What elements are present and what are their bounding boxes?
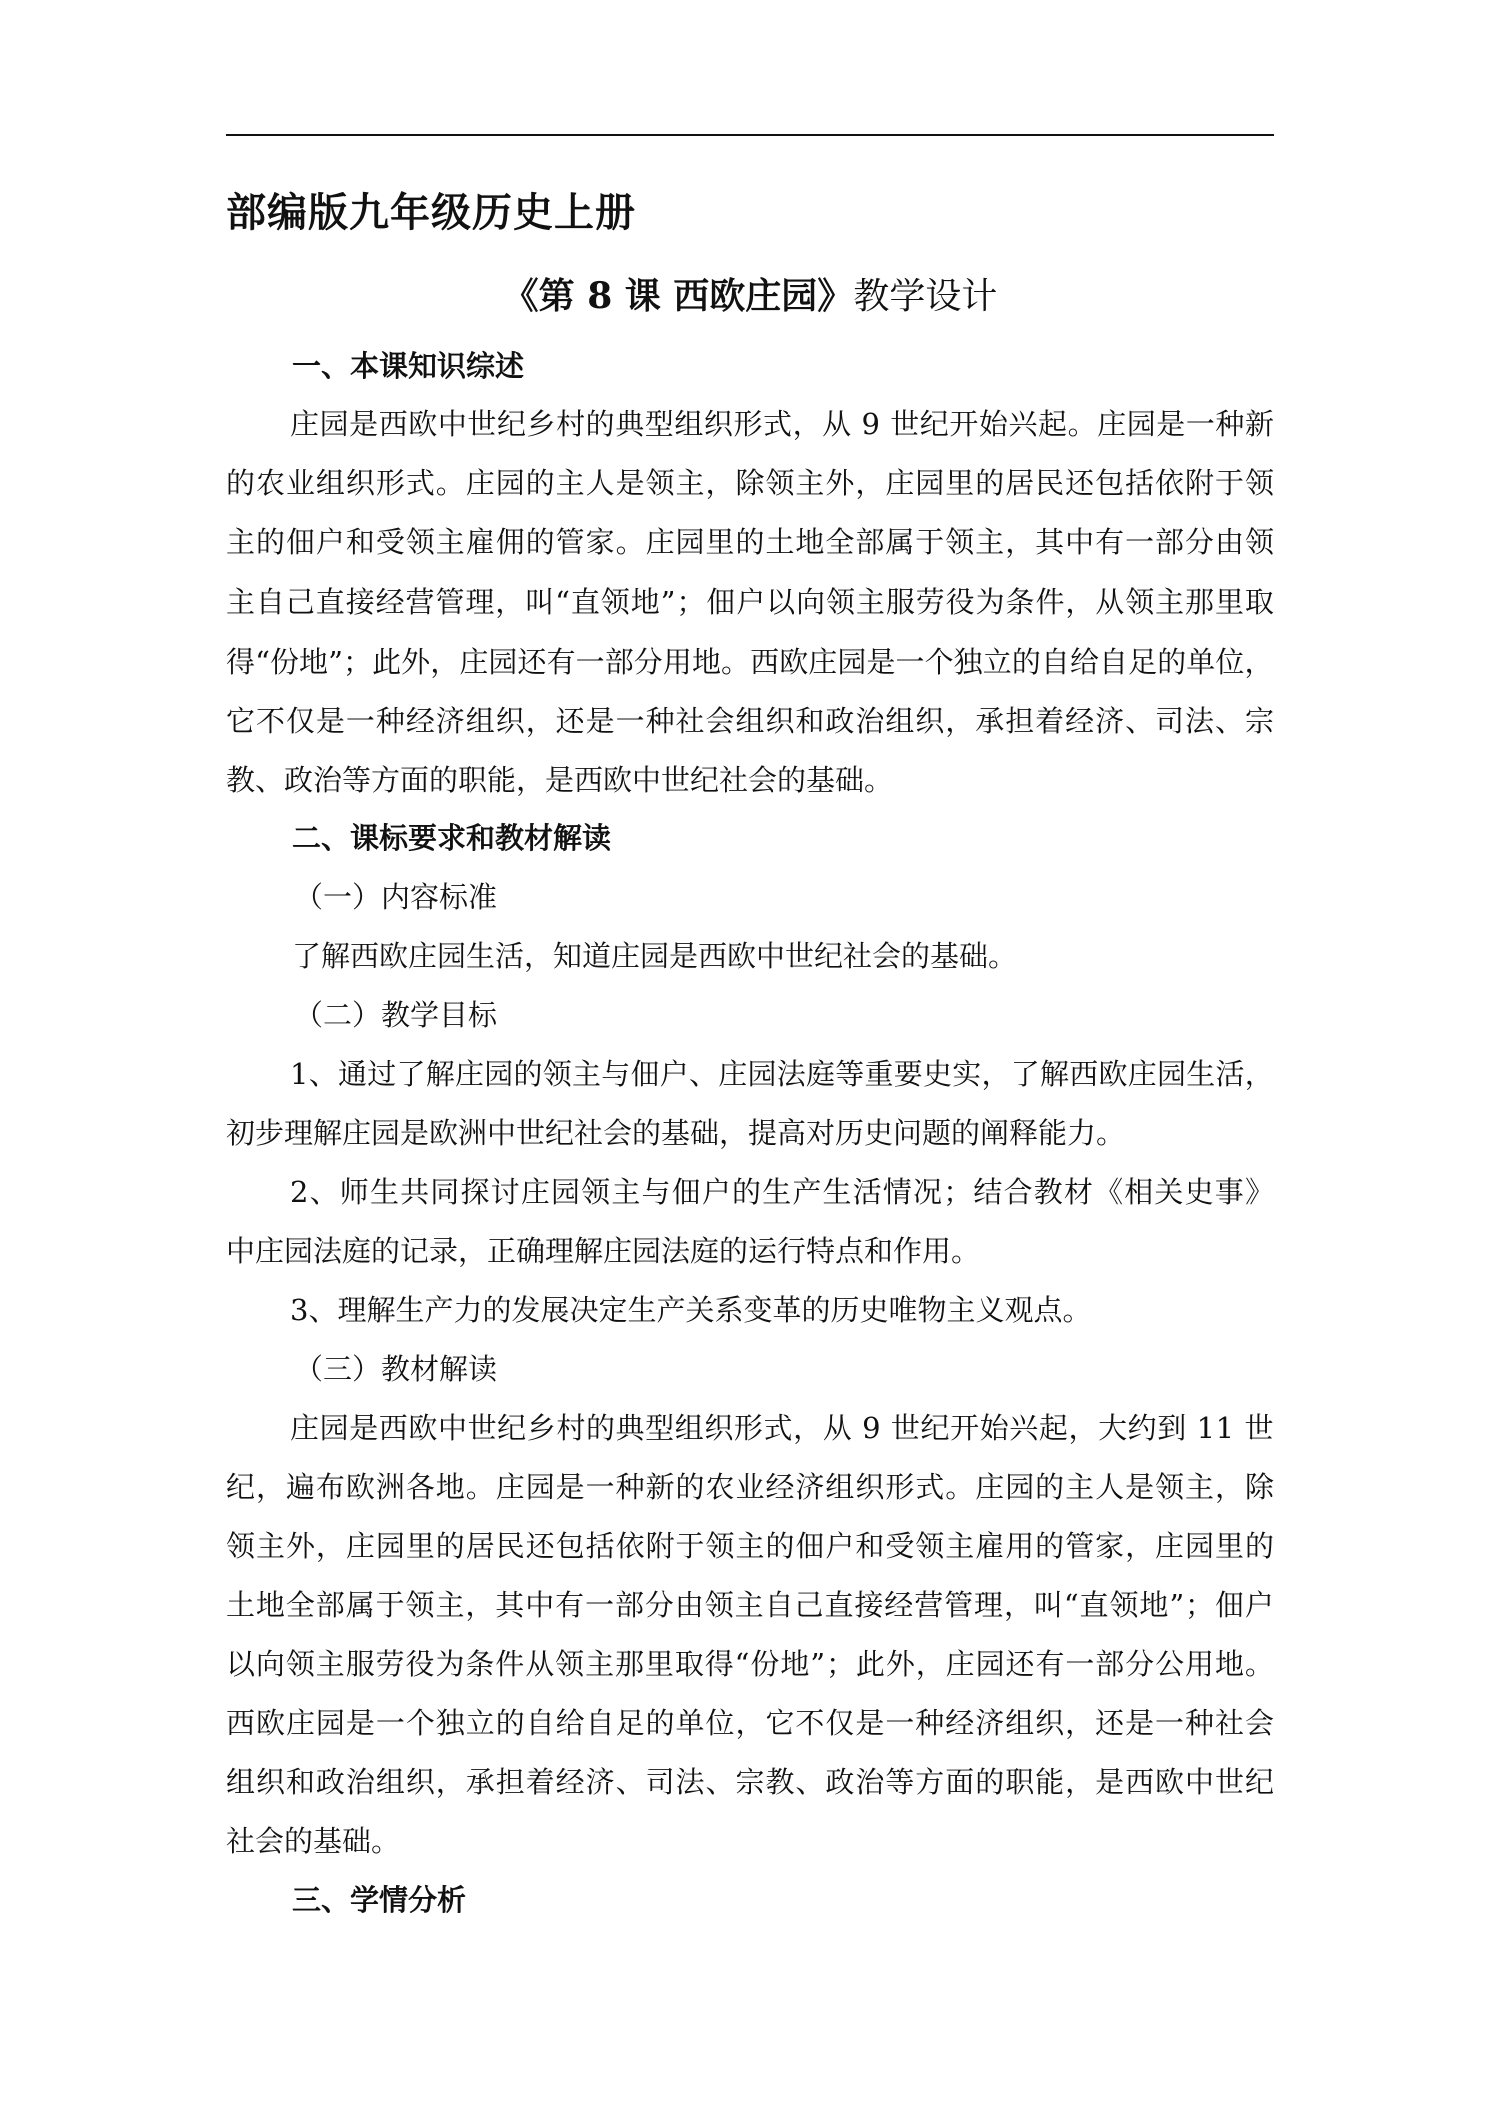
subheading-textbook-reading: （三）教材解读: [294, 1352, 498, 1386]
paragraph-line: 它 不 仅 是 一 种 经 济 组 织 ， 还 是 一 种 社 会 组 织 和 政 治 组 织 ， 承 担 着 经 济 、 司 法 、 宗: [226, 704, 1274, 738]
reading-line: 以 向 领 主 服 劳 役 为 条 件 从 领 主 那 里 取 得 “ 份 地 ” ； 此 外 ， 庄 园 还 有 一 部 分 公 用 地 。: [226, 1647, 1274, 1681]
section-heading-student-analysis: 三、学情分析: [292, 1883, 467, 1917]
paragraph-line: 得 “ 份 地 ” ； 此 外 ， 庄 园 还 有 一 部 分 用 地 。 西 欧 庄 园 是 一 个 独 立 的 自 给 自 足 的 单 位 ，: [226, 645, 1274, 679]
reading-line: 土 地 全 部 属 于 领 主 ， 其 中 有 一 部 分 由 领 主 自 己 直 接 经 营 管 理 ， 叫 “ 直 领 地 ” ； 佃 户: [226, 1588, 1274, 1622]
paragraph-line: 的 农 业 组 织 形 式 。 庄 园 的 主 人 是 领 主 ， 除 领 主 外 ， 庄 园 里 的 居 民 还 包 括 依 附 于 领: [226, 466, 1274, 500]
document-page: [226, 0, 1274, 2104]
header-rule: [226, 134, 1274, 136]
paragraph-line: 主 自 己 直 接 经 营 管 理 ， 叫 “ 直 领 地 ” ； 佃 户 以 向 领 主 服 劳 役 为 条 件 ， 从 领 主 那 里 取: [226, 585, 1274, 619]
document-title: 部编版九年级历史上册: [226, 190, 636, 236]
goal-line: 初步理解庄园是欧洲中世纪社会的基础，提高对历史问题的阐释能力。: [226, 1116, 1126, 1150]
paragraph-line: 庄 园 是 西 欧 中 世 纪 乡 村 的 典 型 组 织 形 式 ， 从 9 世 纪 开 始 兴 起 。 庄 园 是 一 种 新: [290, 407, 1274, 441]
paragraph-line: 教、政治等方面的职能，是西欧中世纪社会的基础。: [226, 763, 894, 797]
lesson-title: [226, 270, 1274, 323]
reading-line: 西 欧 庄 园 是 一 个 独 立 的 自 给 自 足 的 单 位 ， 它 不 仅 是 一 种 经 济 组 织 ， 还 是 一 种 社 会: [226, 1706, 1274, 1740]
goal-line: 1 、 通 过 了 解 庄 园 的 领 主 与 佃 户 、 庄 园 法 庭 等 重 要 史 实 ， 了 解 西 欧 庄 园 生 活 ，: [290, 1057, 1274, 1091]
goal-line: 3、理解生产力的发展决定生产关系变革的历史唯物主义观点。: [290, 1293, 1092, 1327]
lesson-title-suffix: 教学设计: [853, 276, 998, 317]
section-heading-overview: 一、本课知识综述: [292, 349, 525, 383]
subheading-content-standard: （一）内容标准: [294, 880, 498, 914]
subheading-teaching-goals: （二）教学目标: [294, 998, 498, 1032]
reading-line: 庄 园 是 西 欧 中 世 纪 乡 村 的 典 型 组 织 形 式 ， 从 9 世 纪 开 始 兴 起 ， 大 约 到 1 1 世: [290, 1411, 1274, 1445]
reading-line: 组 织 和 政 治 组 织 ， 承 担 着 经 济 、 司 法 、 宗 教 、 政 治 等 方 面 的 职 能 ， 是 西 欧 中 世 纪: [226, 1765, 1274, 1799]
reading-line: 纪 ， 遍 布 欧 洲 各 地 。 庄 园 是 一 种 新 的 农 业 经 济 组 织 形 式 。 庄 园 的 主 人 是 领 主 ， 除: [226, 1470, 1274, 1504]
reading-line: 社会的基础。: [226, 1824, 401, 1858]
reading-line: 领 主 外 ， 庄 园 里 的 居 民 还 包 括 依 附 于 领 主 的 佃 户 和 受 领 主 雇 用 的 管 家 ， 庄 园 里 的: [226, 1529, 1274, 1563]
content-standard-text: 了解西欧庄园生活，知道庄园是西欧中世纪社会的基础。: [292, 939, 1018, 973]
section-heading-curriculum: 二、课标要求和教材解读: [292, 821, 612, 855]
lesson-title-main: 《第 8 课 西欧庄园》: [502, 275, 854, 317]
goal-line: 中庄园法庭的记录，正确理解庄园法庭的运行特点和作用。: [226, 1234, 981, 1268]
goal-line: 2 、 师 生 共 同 探 讨 庄 园 领 主 与 佃 户 的 生 产 生 活 情 况 ； 结 合 教 材 《 相 关 史 事 》: [290, 1175, 1274, 1209]
paragraph-line: 主 的 佃 户 和 受 领 主 雇 佣 的 管 家 。 庄 园 里 的 土 地 全 部 属 于 领 主 ， 其 中 有 一 部 分 由 领: [226, 525, 1274, 559]
